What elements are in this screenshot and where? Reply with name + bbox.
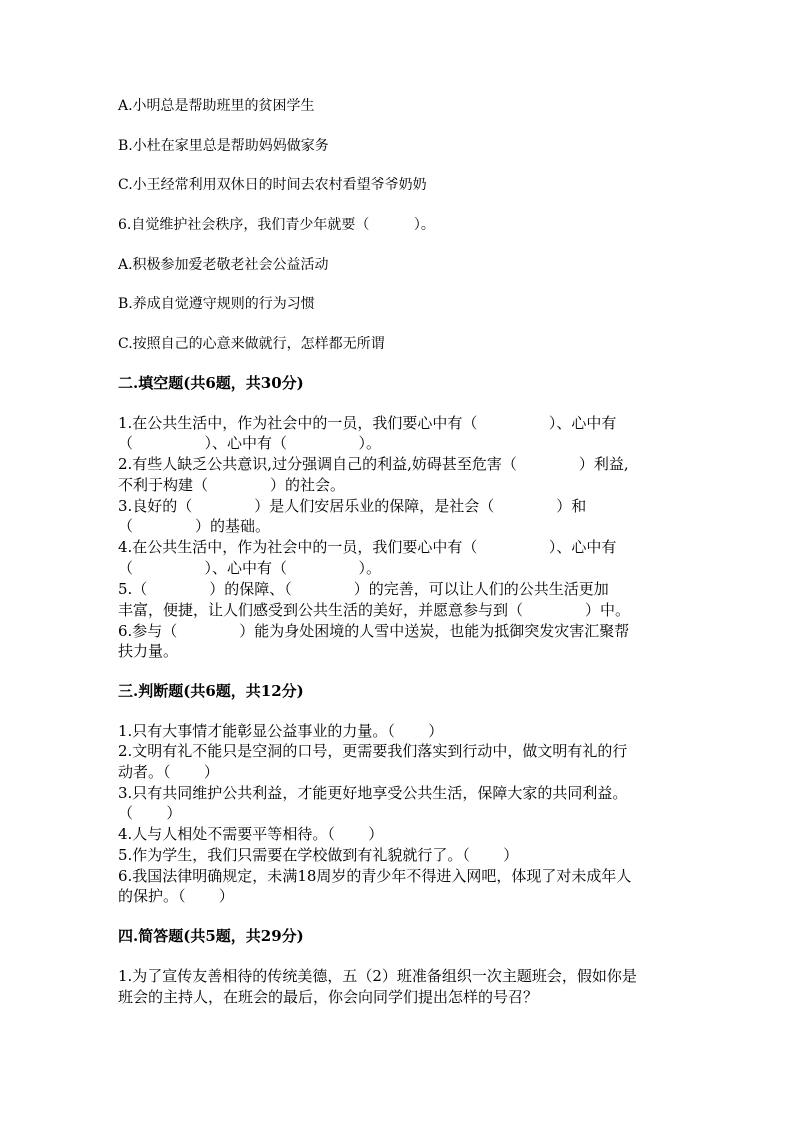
- q5-option-b: B.小杜在家里总是帮助妈妈做家务: [118, 138, 329, 154]
- judge-line: 动者。（ ）: [118, 763, 219, 781]
- short-answer-line: 1.为了宣传友善相待的传统美德，五（2）班准备组织一次主题班会，假如你是: [118, 967, 637, 985]
- judge-line: （ ）: [118, 804, 182, 822]
- judge-line: 6.我国法律明确规定，未满18周岁的青少年不得进入网吧，体现了对未成年人: [118, 867, 632, 885]
- fill-line: 2.有些人缺乏公共意识,过分强调自己的利益,妨碍甚至危害（ ）利益,: [118, 455, 629, 473]
- judge-line: 的保护。（ ）: [118, 887, 234, 905]
- fill-line: 不利于构建（ ）的社会。: [118, 476, 345, 494]
- fill-line: 4.在公共生活中，作为社会中的一员，我们要心中有（ ）、心中有: [118, 538, 617, 556]
- short-answer-line: 班会的主持人，在班会的最后，你会向同学们提出怎样的号召？: [118, 988, 539, 1006]
- judge-line: 3.只有共同维护公共利益，才能更好地享受公共生活，保障大家的共同利益。: [118, 784, 628, 802]
- q6-option-c: C.按照自己的心意来做就行，怎样都无所谓: [118, 336, 385, 352]
- fill-line: （ ）、心中有（ ）。: [118, 559, 382, 577]
- judge-line: 1.只有大事情才能彰显公益事业的力量。（ ）: [118, 722, 444, 740]
- fill-line: （ ）的基础。: [118, 517, 270, 535]
- fill-line: 扶力量。: [118, 642, 179, 660]
- q5-option-a: A.小明总是帮助班里的贫困学生: [118, 98, 315, 114]
- q6-option-a: A.积极参加爱老敬老社会公益活动: [118, 257, 329, 273]
- judge-line: 2.文明有礼不能只是空洞的口号，更需要我们落实到行动中，做文明有礼的行: [118, 742, 628, 760]
- fill-line: 3.良好的（ ）是人们安居乐业的保障，是社会（ ）和: [118, 497, 587, 515]
- fill-line: 6.参与（ ）能为身处困境的人雪中送炭，也能为抵御突发灾害汇聚帮: [118, 622, 630, 640]
- section-short-answer-heading: 四.简答题(共5题，共29分): [118, 927, 304, 945]
- fill-line: 5.（ ）的保障、（ ）的完善，可以让人们的公共生活更加: [118, 580, 609, 598]
- q6-option-b: B.养成自觉遵守规则的行为习惯: [118, 296, 315, 312]
- section-fill-blank-heading: 二.填空题(共6题，共30分): [118, 374, 304, 392]
- judge-line: 5.作为学生，我们只需要在学校做到有礼貌就行了。（ ）: [118, 846, 519, 864]
- q6-stem: 6.自觉维护社会秩序，我们青少年就要（ ）。: [118, 217, 435, 233]
- fill-line: （ ）、心中有（ ）。: [118, 434, 382, 452]
- section-true-false-heading: 三.判断题(共6题，共12分): [118, 682, 304, 700]
- fill-line: 丰富，便捷，让人们感受到公共生活的美好，并愿意参与到（ ）中。: [118, 601, 630, 619]
- fill-line: 1.在公共生活中，作为社会中的一员，我们要心中有（ ）、心中有: [118, 414, 617, 432]
- judge-line: 4.人与人相处不需要平等相待。（ ）: [118, 825, 384, 843]
- q5-option-c: C.小王经常利用双休日的时间去农村看望爷爷奶奶: [118, 177, 427, 193]
